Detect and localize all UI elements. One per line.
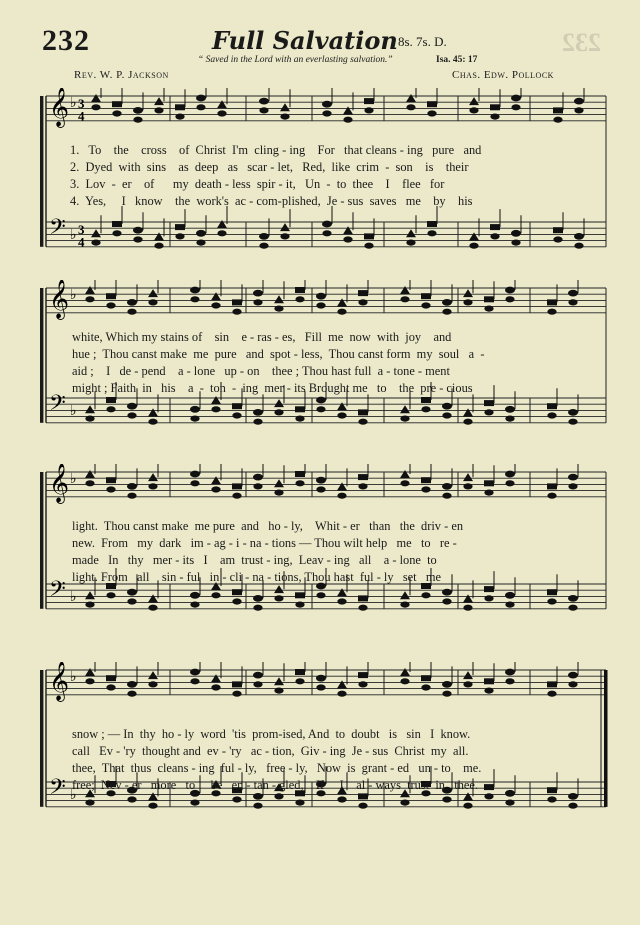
key-signature-flat-icon: ♭ (70, 787, 77, 803)
note-head (190, 471, 200, 478)
note-head (421, 477, 431, 483)
note-head (358, 290, 368, 296)
note-head (400, 470, 410, 478)
note-head (406, 94, 416, 102)
note-head (190, 592, 200, 599)
note-head (253, 474, 263, 481)
note-head (148, 473, 158, 481)
lyric-line: call Ev - 'ry thought and ev - 'ry ac - tion, Giv - ing Je - sus Christ my all. (72, 744, 469, 758)
note-head (553, 107, 563, 113)
note-head (112, 101, 122, 107)
note-head (364, 98, 374, 104)
treble-staff (46, 464, 606, 504)
note-head (505, 471, 515, 478)
lyric-line: made In thy mer - its I am trust - ing, Leav - ing all a - lone to (72, 553, 437, 567)
note-head (337, 298, 347, 306)
note-head (322, 101, 332, 108)
note-head (547, 483, 557, 489)
note-head (253, 672, 263, 679)
note-head (484, 480, 494, 486)
treble-clef-icon: 𝄞 (49, 280, 70, 319)
note-head (133, 107, 143, 114)
note-head (358, 409, 368, 415)
lyric-line: hue ; Thou canst make me pure and spot - less, Thou canst form my soul a - (72, 347, 485, 361)
note-head (259, 98, 269, 105)
note-head (232, 681, 242, 687)
lyricist: Rev. W. P. Jackson (74, 69, 169, 81)
note-head (127, 681, 137, 688)
note-head (568, 793, 578, 800)
lyric-line: aid ; I de - pend a - lone up - on thee ; Thou hast full a - tone - ment (72, 364, 450, 378)
note-head (463, 408, 473, 416)
note-head (505, 669, 515, 676)
note-head (505, 592, 515, 599)
note-head (427, 101, 437, 107)
note-head (484, 296, 494, 302)
note-head (511, 95, 521, 102)
note-head (274, 399, 284, 407)
lyric-line: 4. Yes, I know the work's ac - com-plished, Je - sus saves me by his (70, 194, 473, 208)
lyric-line: snow ; — In thy ho - ly word 'tis prom-ised, And to doubt is sin I know. (72, 727, 471, 741)
note-head (295, 471, 305, 477)
note-head (253, 793, 263, 800)
treble-staff (46, 280, 606, 320)
note-head (106, 477, 116, 483)
composer: Chas. Edw. Pollock (452, 69, 554, 81)
lyric-line: 3. Lov - er of my death - less spir - it, Un - to thee I flee for (70, 177, 445, 191)
note-head (427, 221, 437, 227)
note-head (253, 409, 263, 416)
note-head (127, 299, 137, 306)
note-head (175, 224, 185, 230)
note-head (322, 221, 332, 228)
note-head (232, 299, 242, 305)
note-head (490, 104, 500, 110)
note-head (280, 223, 290, 231)
treble-staff (46, 662, 608, 702)
note-head (274, 677, 284, 685)
note-head (316, 397, 326, 404)
key-signature-flat-icon: ♭ (70, 471, 77, 487)
note-head (274, 585, 284, 593)
note-head (568, 409, 578, 416)
note-head (568, 474, 578, 481)
note-head (400, 668, 410, 676)
note-head (358, 672, 368, 678)
note-head (127, 589, 137, 596)
note-head (154, 232, 164, 240)
show-through-number: 232 (562, 28, 601, 57)
note-head (91, 229, 101, 237)
note-head (106, 675, 116, 681)
note-head (280, 103, 290, 111)
treble-clef-icon: 𝄞 (49, 662, 70, 701)
note-head (316, 293, 326, 300)
note-head (343, 106, 353, 114)
note-head (196, 95, 206, 102)
note-head (337, 680, 347, 688)
note-head (196, 230, 206, 237)
note-head (85, 668, 95, 676)
lyric-line: thee, That thus cleans - ing ful - ly, free - ly, Now is grant - ed un - to me. (72, 761, 482, 775)
note-head (442, 589, 452, 596)
lyric-line: light. From all sin - ful in - cli - na - tions, Thou hast ful - ly set me (72, 570, 442, 584)
note-head (112, 221, 122, 227)
note-head (148, 792, 158, 800)
lyric-line: 2. Dyed with sins as deep as scar - let, Red, like crim - son is their (70, 160, 469, 174)
lyric-line: white, Which my stains of sin e - ras - es, Fill me now with joy and (72, 330, 452, 344)
note-head (484, 678, 494, 684)
bass-clef-icon: 𝄢 (49, 391, 66, 421)
note-head (295, 592, 305, 598)
note-head (553, 227, 563, 233)
note-head (106, 397, 116, 403)
note-head (406, 229, 416, 237)
lyric-line: might ; Faith in his a - ton - ing mer - its Brought me to the pre - cious (72, 381, 473, 395)
note-head (337, 402, 347, 410)
treble-clef-icon: 𝄞 (49, 464, 70, 503)
note-head (343, 226, 353, 234)
note-head (505, 406, 515, 413)
note-head (442, 403, 452, 410)
key-signature-flat-icon: ♭ (70, 403, 77, 419)
key-signature-flat-icon: ♭ (70, 227, 77, 243)
note-head (106, 293, 116, 299)
note-head (274, 479, 284, 487)
note-head (364, 233, 374, 239)
note-head (211, 674, 221, 682)
note-head (358, 474, 368, 480)
treble-clef-icon: 𝄞 (49, 88, 70, 127)
note-head (295, 406, 305, 412)
note-head (253, 290, 263, 297)
note-head (490, 224, 500, 230)
note-head (148, 594, 158, 602)
note-head (337, 482, 347, 490)
note-head (442, 681, 452, 688)
note-head (316, 477, 326, 484)
note-head (217, 220, 227, 228)
note-head (469, 232, 479, 240)
note-head (358, 595, 368, 601)
note-head (211, 476, 221, 484)
note-head (463, 792, 473, 800)
note-head (337, 588, 347, 596)
note-head (574, 233, 584, 240)
note-head (547, 589, 557, 595)
note-head (295, 287, 305, 293)
note-head (463, 289, 473, 297)
note-head (190, 406, 200, 413)
note-head (511, 230, 521, 237)
note-head (547, 299, 557, 305)
note-head (190, 287, 200, 294)
note-head (259, 233, 269, 240)
lyric-line: new. From my dark im - ag - i - na - tions — Thou wilt help me to re - (72, 536, 457, 550)
note-head (484, 400, 494, 406)
note-head (232, 403, 242, 409)
time-signature-bottom: 4 (78, 108, 85, 124)
time-signature-top: 3 (78, 222, 85, 237)
note-head (85, 591, 95, 599)
key-signature-flat-icon: ♭ (70, 669, 77, 685)
note-head (400, 286, 410, 294)
note-head (148, 289, 158, 297)
hymn-number: 232 (42, 24, 90, 57)
hymn-meter: 8s. 7s. D. (398, 34, 447, 49)
hymn-title: Full Salvation (212, 26, 398, 55)
note-head (442, 299, 452, 306)
note-head (574, 98, 584, 105)
note-head (148, 408, 158, 416)
note-head (148, 671, 158, 679)
note-head (127, 403, 137, 410)
note-head (91, 94, 101, 102)
note-head (232, 589, 242, 595)
note-head (217, 100, 227, 108)
note-head (547, 681, 557, 687)
note-head (190, 669, 200, 676)
note-head (85, 286, 95, 294)
note-head (421, 675, 431, 681)
note-head (358, 793, 368, 799)
bass-staff (46, 206, 606, 250)
note-head (400, 405, 410, 413)
note-head (421, 397, 431, 403)
note-head (568, 672, 578, 679)
bass-clef-icon: 𝄢 (49, 577, 66, 607)
note-head (421, 293, 431, 299)
note-head (568, 290, 578, 297)
scripture-ref: Isa. 45: 17 (436, 55, 478, 65)
note-head (85, 470, 95, 478)
note-head (463, 473, 473, 481)
scripture-quote: “ Saved in the Lord with an everlasting salvation.” (198, 55, 393, 65)
note-head (400, 591, 410, 599)
note-head (463, 594, 473, 602)
time-signature-top: 3 (78, 96, 85, 111)
note-head (547, 403, 557, 409)
note-head (232, 483, 242, 489)
note-head (316, 675, 326, 682)
note-head (211, 292, 221, 300)
note-head (127, 483, 137, 490)
note-head (253, 595, 263, 602)
note-head (505, 287, 515, 294)
note-head (295, 669, 305, 675)
note-head (133, 227, 143, 234)
lyric-line: light. Thou canst make me pure and ho - ly, Whit - er than the driv - en (72, 519, 464, 533)
note-head (463, 671, 473, 679)
note-head (484, 586, 494, 592)
treble-staff (46, 88, 606, 128)
key-signature-flat-icon: ♭ (70, 287, 77, 303)
key-signature-flat-icon: ♭ (70, 95, 77, 111)
note-head (85, 405, 95, 413)
key-signature-flat-icon: ♭ (70, 589, 77, 605)
time-signature-bottom: 4 (78, 234, 85, 250)
lyric-line: free; Nev - er more to be en - tan - gled, If I al - ways trust in thee. (72, 778, 479, 792)
lyric-line: 1. To the cross of Christ I'm cling - ing For that cleans - ing pure and (70, 143, 482, 157)
note-head (154, 97, 164, 105)
bass-clef-icon: 𝄢 (49, 775, 66, 805)
note-head (568, 595, 578, 602)
note-head (469, 97, 479, 105)
note-head (442, 483, 452, 490)
bass-clef-icon: 𝄢 (49, 215, 66, 245)
note-head (211, 396, 221, 404)
note-head (175, 104, 185, 110)
note-head (274, 295, 284, 303)
